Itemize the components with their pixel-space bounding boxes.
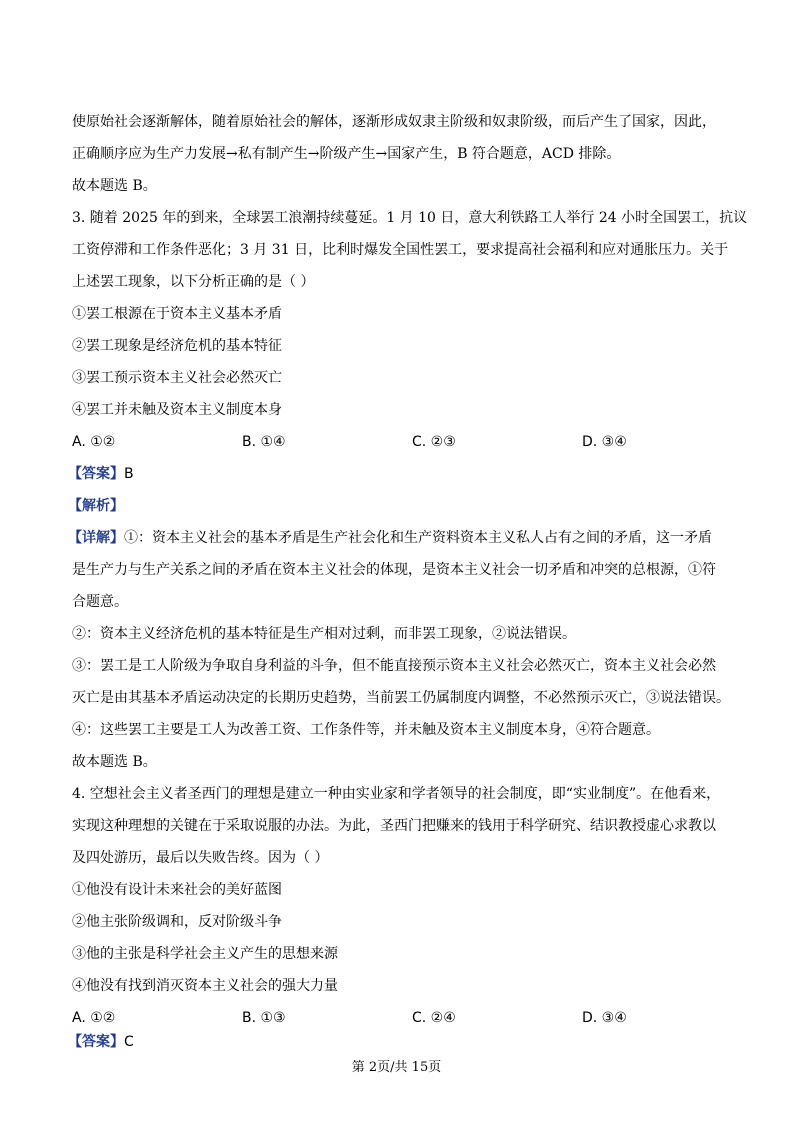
question-3-detail-line: ②：资本主义经济危机的基本特征是生产相对过剩，而非罢工现象，②说法错误。 [72, 626, 576, 642]
question-3-item: ③罢工预示资本主义社会必然灭亡 [72, 370, 282, 386]
question-3-detail-line [68, 528, 728, 548]
question-3-detail-line: ④：这些罢工主要是工人为改善工资、工作条件等，并未触及资本主义制度本身，④符合题意。 [72, 722, 660, 738]
question-3-analysis-heading [68, 496, 728, 516]
question-3-detail-line: ③：罢工是工人阶级为争取自身利益的斗争，但不能直接预示资本主义社会必然灭亡，资本主义社会必然 [72, 658, 716, 674]
question-3-option-d: D. ③④ [582, 434, 627, 450]
question-4-option-a: A. ①② [72, 1010, 116, 1026]
question-3-answer [68, 464, 728, 484]
question-4-stem-line: 4. 空想社会主义者圣西门的理想是建立一种由实业家和学者领导的社会制度，即“实业制度”。在他看来， [72, 786, 721, 802]
question-4-option-c: C. ②④ [412, 1010, 456, 1026]
question-4-item: ①他没有设计未来社会的美好蓝图 [72, 882, 282, 898]
question-4-item: ④他没有找到消灭资本主义社会的强大力量 [72, 978, 338, 994]
answer-tag: 【答案】 [68, 466, 124, 482]
text-line: 使原始社会逐渐解体，随着原始社会的解体，逐渐形成奴隶主阶级和奴隶阶级，而后产生了国家，因此， [72, 114, 716, 130]
question-3-option-a: A. ①② [72, 434, 116, 450]
answer-value: B [124, 466, 134, 482]
detail-tag: 【详解】 [68, 530, 124, 546]
question-3-item: ④罢工并未触及资本主义制度本身 [72, 402, 282, 418]
question-4-stem-line: 实现这种理想的关键在于采取说服的办法。为此，圣西门把赚来的钱用于科学研究、结识教授虚心求教以 [72, 818, 716, 834]
question-4-item: ③他的主张是科学社会主义产生的思想来源 [72, 946, 338, 962]
question-4-stem-line: 及四处游历，最后以失败告终。因为（ ） [72, 850, 329, 866]
question-4-answer [68, 1032, 268, 1052]
text-line: 正确顺序应为生产力发展→私有制产生→阶级产生→国家产生，B 符合题意，ACD 排除。 [72, 146, 621, 162]
answer-value: C [124, 1034, 134, 1050]
question-3-detail-line: 灭亡是由其基本矛盾运动决定的长期历史趋势，当前罢工仍属制度内调整，不必然预示灭亡，③说法错误。 [72, 690, 730, 706]
question-4-option-d: D. ③④ [582, 1010, 627, 1026]
question-3-option-b: B. ①④ [242, 434, 286, 450]
page-footer: 第 2页/共 15页 [351, 1060, 442, 1075]
question-3-detail-line: 合题意。 [72, 594, 128, 610]
question-4-option-b: B. ①③ [242, 1010, 286, 1026]
question-3-item: ①罢工根源在于资本主义基本矛盾 [72, 306, 282, 322]
answer-tag: 【答案】 [68, 1034, 124, 1050]
question-3-detail-line: 是生产力与生产关系之间的矛盾在资本主义社会的体现，是资本主义社会一切矛盾和冲突的总根源，①符 [72, 562, 716, 578]
question-4-item: ②他主张阶级调和，反对阶级斗争 [72, 914, 282, 930]
question-3-stem-line: 3. 随着 2025 年的到来，全球罢工浪潮持续蔓延。1 月 10 日，意大利铁路工人举行 24 小时全国罢工，抗议 [72, 210, 748, 226]
question-3-stem-line: 上述罢工现象，以下分析正确的是（ ） [72, 274, 315, 290]
question-3-detail-line: 故本题选 B。 [72, 754, 157, 770]
question-3-stem-line: 工资停滞和工作条件恶化；3 月 31 日，比利时爆发全国性罢工，要求提高社会福利和应对通胀压力。关于 [72, 242, 729, 258]
detail-text: ①：资本主义社会的基本矛盾是生产社会化和生产资料资本主义私人占有之间的矛盾，这一矛盾 [124, 530, 712, 546]
text-line: 故本题选 B。 [72, 178, 157, 194]
question-3-item: ②罢工现象是经济危机的基本特征 [72, 338, 282, 354]
analysis-tag: 【解析】 [68, 498, 124, 514]
question-3-option-c: C. ②③ [412, 434, 456, 450]
